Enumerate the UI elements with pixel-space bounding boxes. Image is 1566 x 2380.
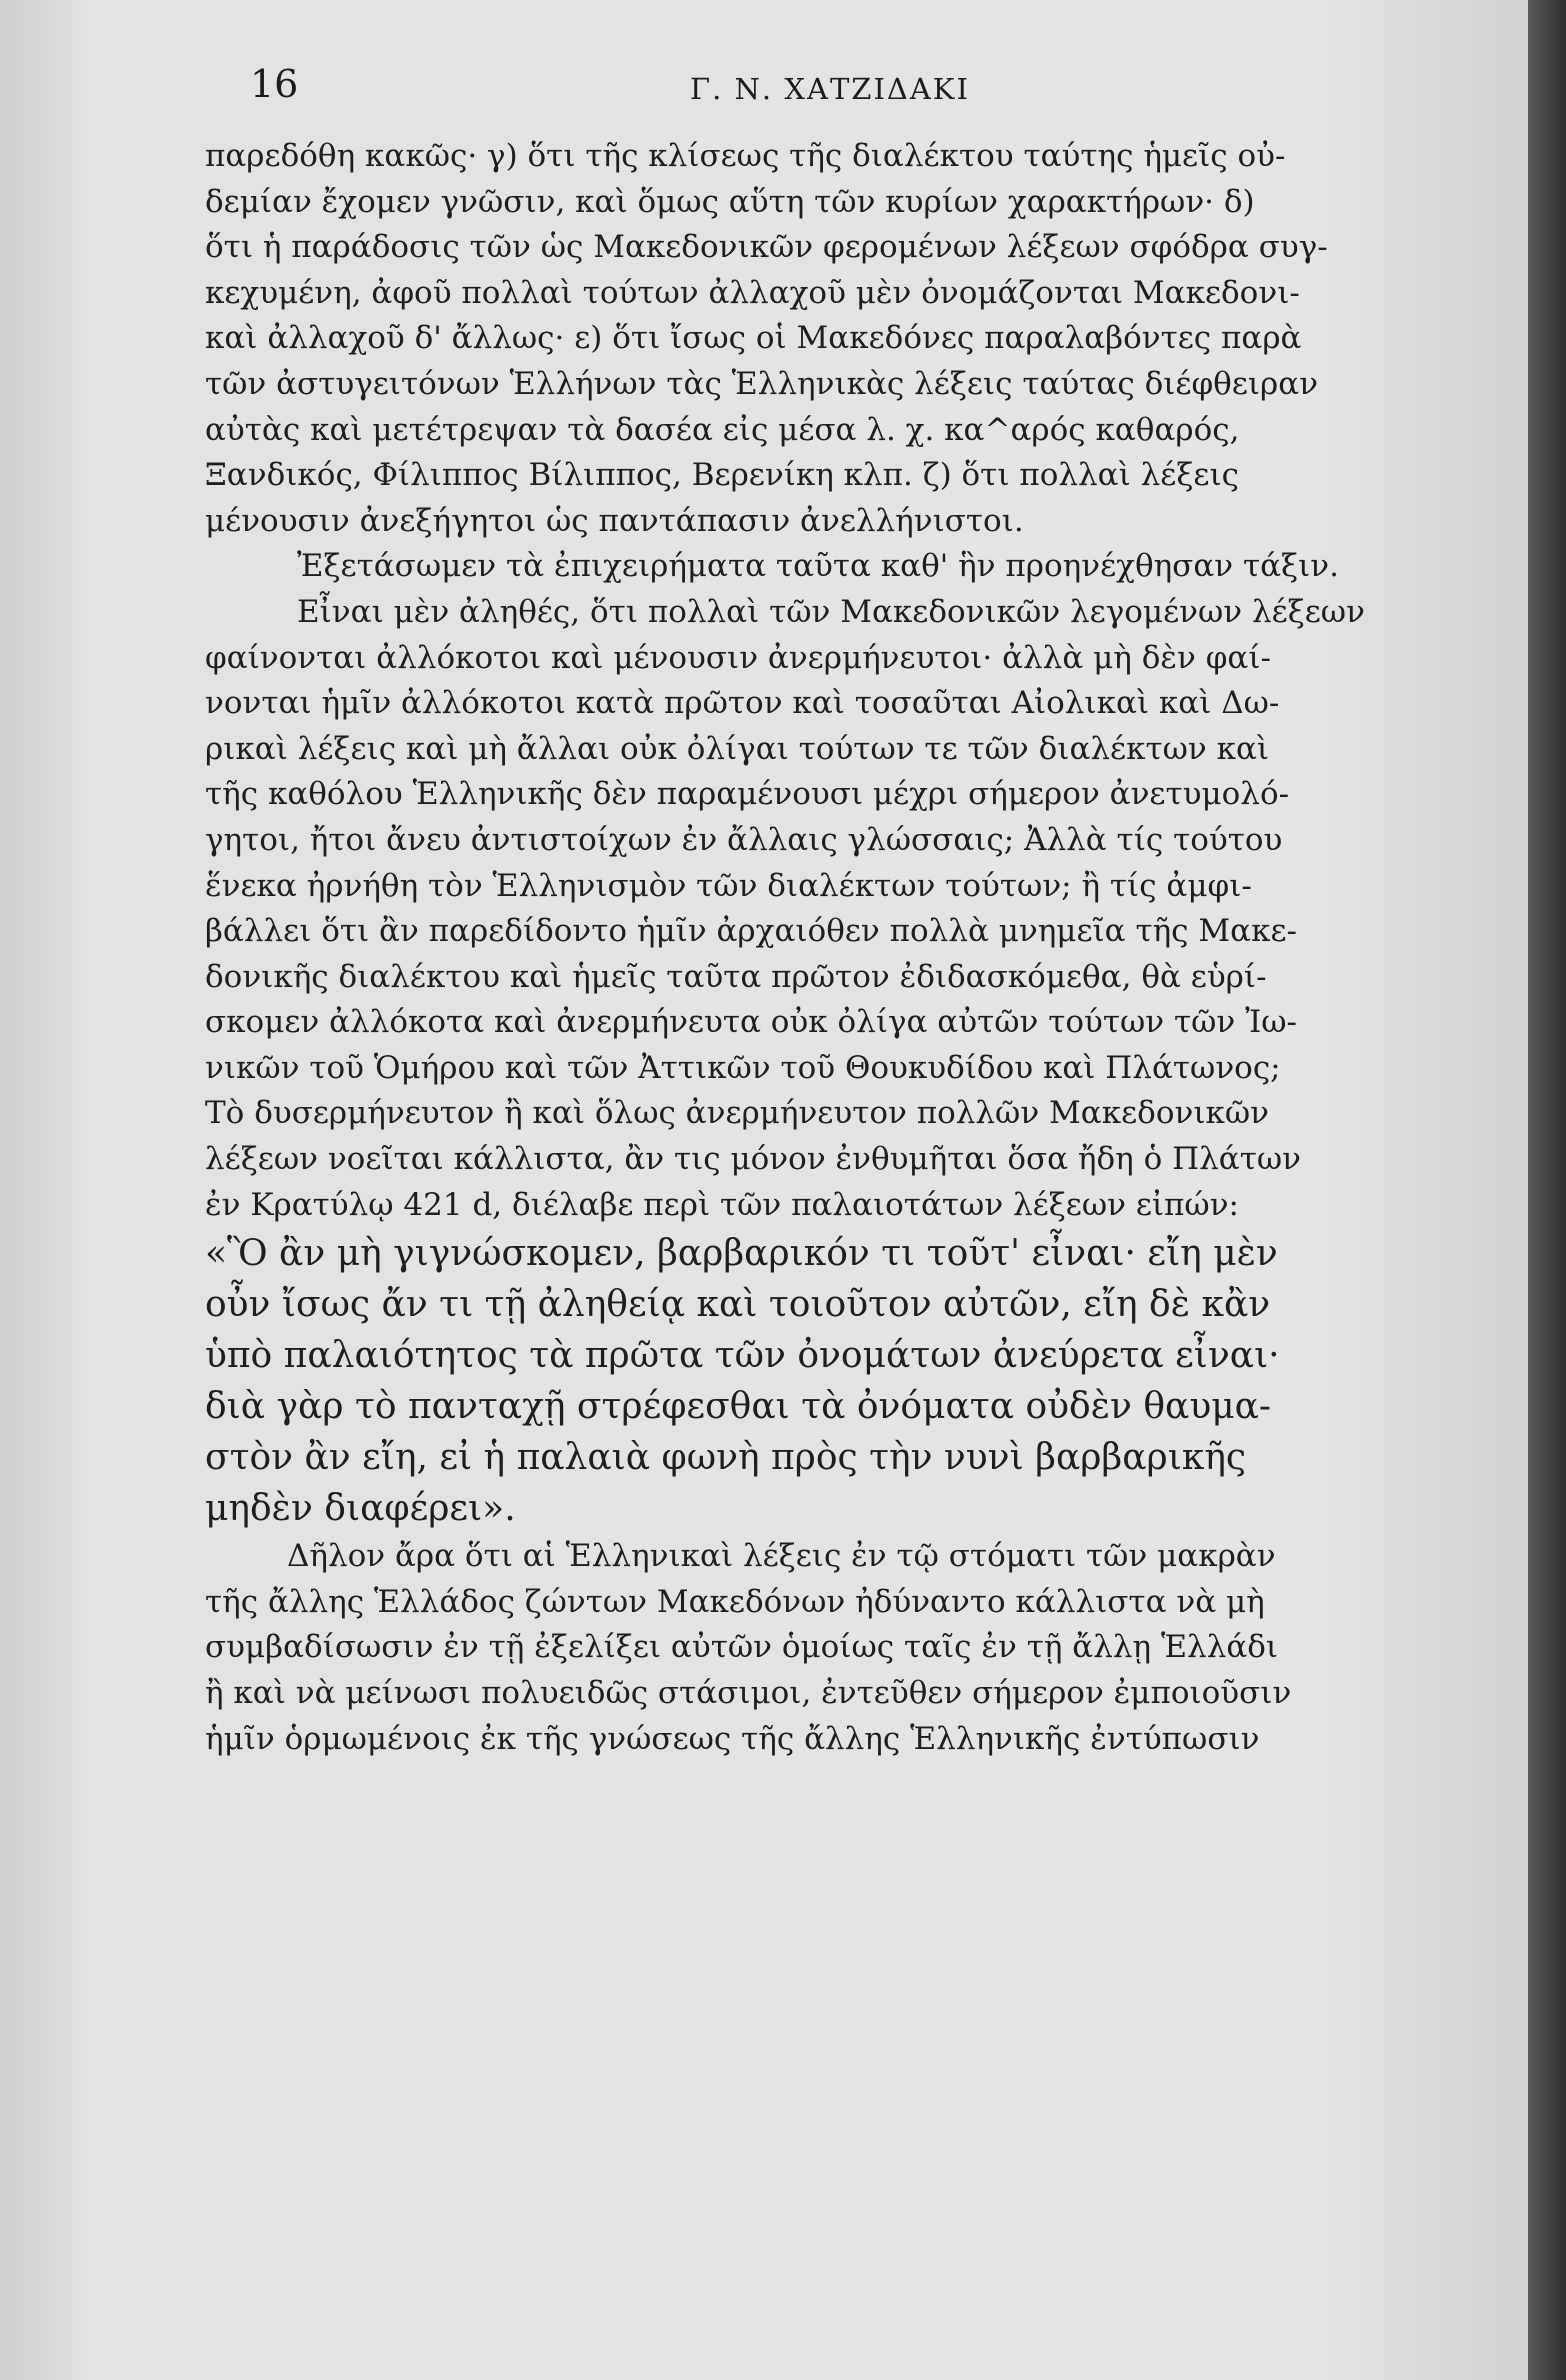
paragraph: [205, 590, 1465, 1228]
text-line: ρικαὶ λέξεις καὶ μὴ ἄλλαι οὐκ ὀλίγαι τούτων τε τῶν διαλέκτων καὶ: [205, 730, 1270, 767]
text-line: παρεδόθη κακῶς· γ) ὅτι τῆς κλίσεως τῆς διαλέκτου ταύτης ἡμεῖς οὐ-: [205, 138, 1286, 174]
scan-edge-shadow: [1528, 0, 1566, 2380]
text-line: λέξεων νοεῖται κάλλιστα, ἂν τις μόνον ἐνθυμῆται ὅσα ἤδη ὁ Πλάτων: [205, 1141, 1302, 1178]
text-line: ὑπὸ παλαιότητος τὰ πρῶτα τῶν ὀνομάτων ἀνεύρετα εἶναι·: [205, 1335, 1280, 1377]
paragraph-continuation: [205, 134, 1465, 544]
text-line: στὸν ἂν εἴη, εἰ ἡ παλαιὰ φωνὴ πρὸς τὴν νυνὶ βαρβαρικῆς: [205, 1437, 1247, 1479]
paragraph: [205, 544, 1465, 590]
text-line: δονικῆς διαλέκτου καὶ ἡμεῖς ταῦτα πρῶτον ἐδιδασκόμεθα, θὰ εὑρί-: [205, 958, 1267, 995]
text-line: κεχυμένη, ἀφοῦ πολλαὶ τούτων ἀλλαχοῦ μὲν ὀνομάζονται Μακεδονι-: [205, 274, 1300, 311]
text-line: νικῶν τοῦ Ὁμήρου καὶ τῶν Ἀττικῶν τοῦ Θουκυδίδου καὶ Πλάτωνος;: [205, 1049, 1281, 1086]
page-header: [250, 62, 1430, 122]
running-head: Γ. Ν. ΧΑΤΖΙΔΑΚΙ: [690, 72, 970, 106]
text-line: Τὸ δυσερμήνευτον ἢ καὶ ὅλως ἀνερμήνευτον πολλῶν Μακεδονικῶν: [205, 1095, 1269, 1132]
text-line: μηδὲν διαφέρει».: [205, 1488, 516, 1530]
text-line: ἡμῖν ὁρμωμένοις ἐκ τῆς γνώσεως τῆς ἄλλης Ἑλληνικῆς ἐντύπωσιν: [205, 1720, 1260, 1757]
text-line: «Ὃ ἂν μὴ γιγνώσκομεν, βαρβαρικόν τι τοῦτ' εἶναι· εἴη μὲν: [205, 1233, 1278, 1275]
text-line: οὖν ἴσως ἄν τι τῇ ἀληθείᾳ καὶ τοιοῦτον αὐτῶν, εἴη δὲ κἂν: [205, 1284, 1271, 1326]
text-line: μένουσιν ἀνεξήγητοι ὡς παντάπασιν ἀνελλήνιστοι.: [205, 502, 1024, 539]
text-line: καὶ ἀλλαχοῦ δ' ἄλλως· ε) ὅτι ἴσως οἱ Μακεδόνες παραλαβόντες παρὰ: [205, 320, 1302, 357]
text-line: αὐτὰς καὶ μετέτρεψαν τὰ δασέα εἰς μέσα λ. χ. κα^αρός καθαρός,: [205, 411, 1240, 448]
text-line: Δῆλον ἄρα ὅτι αἱ Ἑλληνικαὶ λέξεις ἐν τῷ στόματι τῶν μακρὰν: [287, 1538, 1276, 1575]
plato-quotation: [205, 1228, 1465, 1534]
text-line: Ἐξετάσωμεν τὰ ἐπιχειρήματα ταῦτα καθ' ἣν προηνέχθησαν τάξιν.: [297, 548, 1339, 585]
text-line: δεμίαν ἔχομεν γνῶσιν, καὶ ὅμως αὕτη τῶν κυρίων χαρακτήρων· δ): [205, 183, 1255, 220]
text-line: φαίνονται ἀλλόκοτοι καὶ μένουσιν ἀνερμήνευτοι· ἀλλὰ μὴ δὲν φαί-: [205, 639, 1271, 676]
text-body: [205, 134, 1465, 1762]
page-number: 16: [250, 62, 299, 106]
text-line: τῶν ἀστυγειτόνων Ἑλλήνων τὰς Ἑλληνικὰς λέξεις ταύτας διέφθειραν: [205, 365, 1319, 402]
text-line: ἢ καὶ νὰ μείνωσι πολυειδῶς στάσιμοι, ἐντεῦθεν σήμερον ἐμποιοῦσιν: [205, 1675, 1292, 1712]
text-line: τῆς καθόλου Ἑλληνικῆς δὲν παραμένουσι μέχρι σήμερον ἀνετυμολό-: [205, 776, 1290, 813]
text-line: ἕνεκα ἠρνήθη τὸν Ἑλληνισμὸν τῶν διαλέκτων τούτων; ἢ τίς ἀμφι-: [205, 867, 1252, 904]
text-line: Εἶναι μὲν ἀληθές, ὅτι πολλαὶ τῶν Μακεδονικῶν λεγομένων λέξεων: [297, 593, 1365, 630]
text-line: συμβαδίσωσιν ἐν τῇ ἐξελίξει αὐτῶν ὁμοίως ταῖς ἐν τῇ ἄλλῃ Ἑλλάδι: [205, 1629, 1279, 1666]
text-line: Ξανδικός, Φίλιππος Βίλιππος, Βερενίκη κλπ. ζ) ὅτι πολλαὶ λέξεις: [205, 457, 1239, 494]
paragraph: [205, 1534, 1465, 1762]
text-line: βάλλει ὅτι ἂν παρεδίδοντο ἡμῖν ἀρχαιόθεν πολλὰ μνημεῖα τῆς Μακε-: [205, 913, 1297, 950]
text-line: ὅτι ἡ παράδοσις τῶν ὡς Μακεδονικῶν φερομένων λέξεων σφόδρα συγ-: [205, 229, 1328, 266]
text-line: τῆς ἄλλης Ἑλλάδος ζώντων Μακεδόνων ἠδύναντο κάλλιστα νὰ μὴ: [205, 1583, 1265, 1620]
text-line: σκομεν ἀλλόκοτα καὶ ἀνερμήνευτα οὐκ ὀλίγα αὐτῶν τούτων τῶν Ἰω-: [205, 1004, 1298, 1041]
text-line: ἐν Κρατύλῳ 421 d, διέλαβε περὶ τῶν παλαιοτάτων λέξεων εἰπών:: [205, 1186, 1239, 1223]
text-line: νονται ἡμῖν ἀλλόκοτοι κατὰ πρῶτον καὶ τοσαῦται Αἰολικαὶ καὶ Δω-: [205, 685, 1280, 722]
text-line: διὰ γὰρ τὸ πανταχῇ στρέφεσθαι τὰ ὀνόματα οὐδὲν θαυμα-: [205, 1386, 1272, 1428]
text-line: γητοι, ἤτοι ἄνευ ἀντιστοίχων ἐν ἄλλαις γλώσσαις; Ἀλλὰ τίς τούτου: [205, 821, 1283, 858]
